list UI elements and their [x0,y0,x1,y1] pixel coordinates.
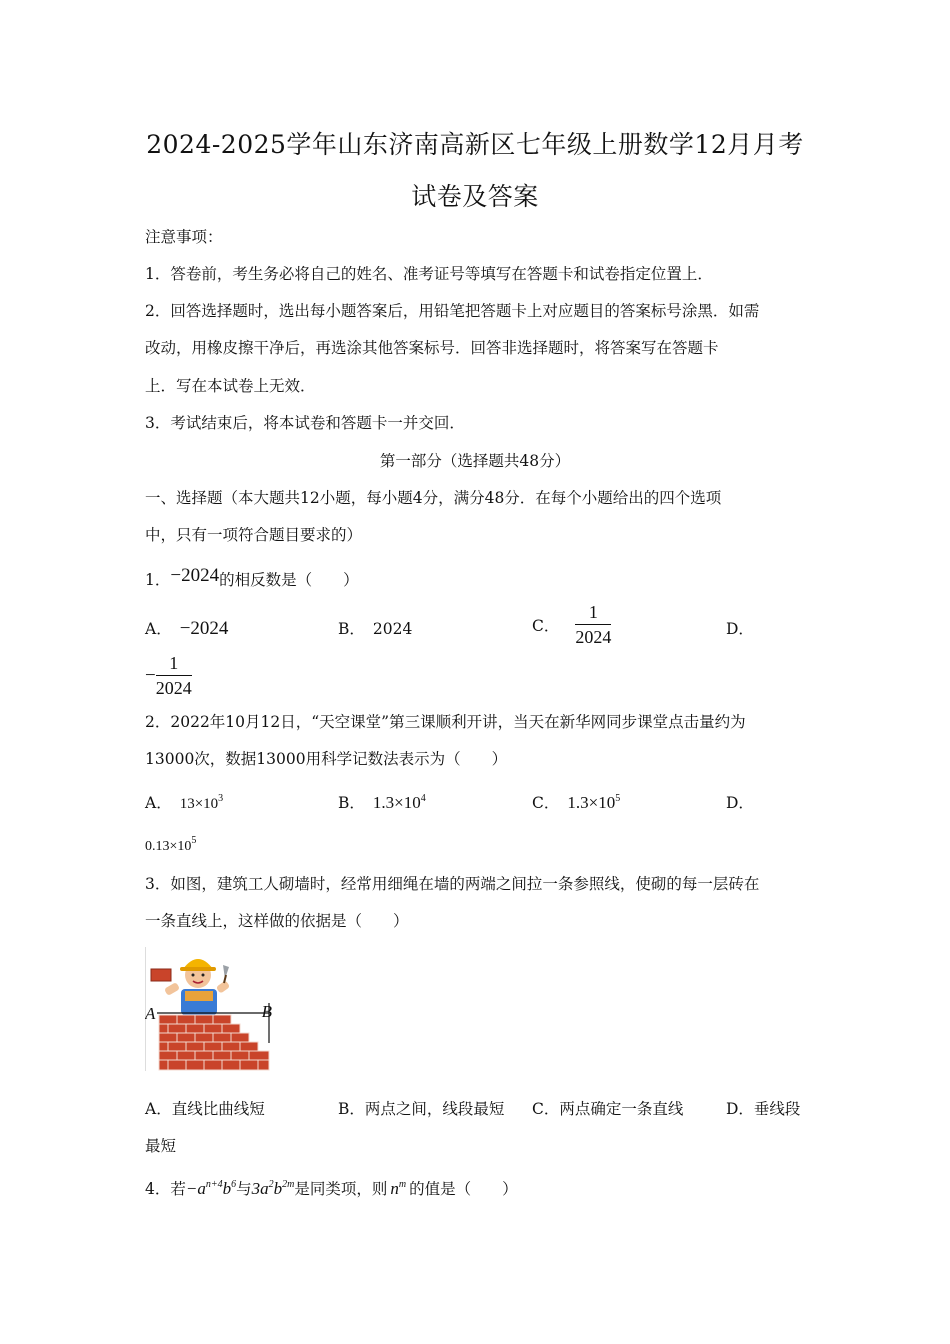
term-1: $-a^{n+4}b^6$ [185,1179,237,1198]
q3-option-d-continued: 最短 [145,1137,177,1155]
fraction [156,653,192,699]
question-3-line1: 3．如图，建筑工人砌墙时，经常用细绳在墙的两端之间拉一条参照线，使砌的每一层砖在 [145,875,760,893]
option-value: $1.3\times 10^4$ [372,793,426,812]
fraction-denominator: 2024 [575,627,612,647]
option-label: C． [532,617,560,635]
question-2-line2: 13000次，数据13000用科学记数法表示为（ ） [145,750,508,768]
point-a-label: A [145,1004,156,1023]
option-label: B． [338,794,365,812]
part1-heading: 第一部分（选择题共48分） [379,452,571,470]
question-1-text: 的相反数是（ ） [219,571,359,589]
q2-option-c [532,791,620,813]
fraction-numerator: 1 [169,653,179,673]
option-value: $13\times 10^3$ [179,793,224,812]
q1-option-c [532,602,611,648]
fraction-denominator: 2024 [155,678,192,698]
note-item-2-line2: 改动，用橡皮擦干净后，再选涂其他答案标号．回答非选择题时，将答案写在答题卡 [145,339,719,357]
question-4-suffix: 的值是（ ） [409,1180,518,1198]
question-2-line1: 2．2022年10月12日，“天空课堂”第三课顺利开讲，当天在新华网同步课堂点击量约为 [145,713,746,731]
question-1-expr: −2024 [170,565,220,586]
option-value: 2024 [372,620,413,638]
fraction-numerator: 1 [588,602,598,622]
point-b-label: B [261,1002,272,1021]
q1-option-d-value [145,653,192,699]
option-label: B． [338,620,365,638]
question-4-prefix: 4．若 [145,1180,186,1198]
minus-sign: − [145,665,156,686]
option-label: A． [145,620,172,638]
notes-heading: 注意事项： [145,228,223,246]
bricklayer-figure [145,945,273,1073]
question-4-mid2: 是同类项，则 [294,1180,388,1198]
question-4-mid: 与 [236,1180,252,1198]
q3-option-c: C．两点确定一条直线 [532,1100,684,1118]
note-item-2-line3: 上．写在本试卷上无效． [145,377,316,395]
q1-option-a [145,617,228,640]
q3-option-d: D．垂线段 [726,1100,801,1118]
q2-option-d-value [145,836,196,855]
q1-option-d-label: D． [726,620,754,638]
option-label: A． [145,794,172,812]
section-heading-line2: 中，只有一项符合题目要求的） [145,526,363,544]
q1-option-b [338,617,412,639]
q3-option-b: B．两点之间，线段最短 [338,1100,505,1118]
question-4 [145,1177,518,1199]
brick-in-hand [151,969,171,981]
note-item-2-line1: 2．回答选择题时，选出每小题答案后，用铅笔把答题卡上对应题目的答案标号涂黑．如需 [145,302,760,320]
q3-option-a: A．直线比曲线短 [145,1100,265,1118]
option-value: $0.13\times 10^5$ [145,835,197,854]
note-item-1: 1．答卷前，考生务必将自己的姓名、准考证号等填写在答题卡和试卷指定位置上． [145,265,713,283]
question-number: 1． [145,571,171,589]
term-3: $n^m$ [390,1179,407,1198]
q2-option-b [338,791,426,813]
q2-option-d-label: D． [726,794,754,812]
option-value: −2024 [179,618,229,639]
question-1 [145,565,359,591]
section-heading-line1: 一、选择题（本大题共12小题，每小题4分，满分48分．在每个小题给出的四个选项 [145,489,722,507]
note-item-3: 3．考试结束后，将本试卷和答题卡一并交回． [145,414,465,432]
question-3-line2: 一条直线上，这样做的依据是（ ） [145,912,409,930]
fraction [575,602,611,648]
option-value: $1.3\times 10^5$ [567,793,621,812]
option-label: C． [532,794,560,812]
q2-option-a [145,791,223,813]
term-2: $3a^2b^{2m}$ [251,1179,295,1198]
page-title-line1: 2024-2025学年山东济南高新区七年级上册数学12月月考 [146,130,804,159]
page-title-line2: 试卷及答案 [411,182,539,211]
